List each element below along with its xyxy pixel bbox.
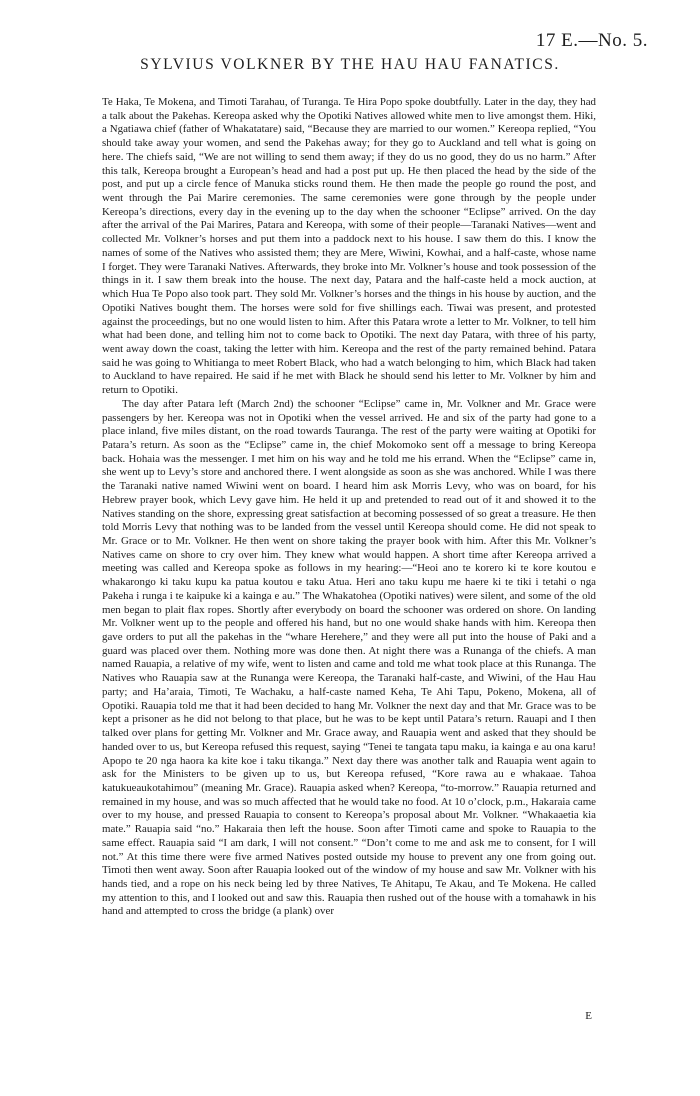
paragraph: The day after Patara left (March 2nd) the schooner “Eclipse” came in, Mr. Volkner and Mr. Grace were passengers by her. Kereopa was not in Opotiki when the vessel arrived. He and six of the party had gone to a place inland, five miles distant, on the road towards Tauranga. The rest of the party were waiting at Opotiki for Patara’s return. As soon as the “Eclipse” came in, the chief Mokomoko sent off a message to bring Kereopa back. Hohaia was the messenger. I met him on his way and he told me his errand. When the “Eclipse” came in, she went up to Levy’s store and anchored there. I went alongside as soon as she was anchored. While I was there the Taranaki native named Wiwini went on board. I heard him ask Morris Levy, who was on board, for his Hebrew prayer book, which Levy gave him. He held it up and pretended to read out of it and showed it to the Natives standing on the shore, expressing great satisfaction at becoming possessed of so great a treasure. He then told Morris Levy that nothing was to be landed from the vessel until Kereopa should come. He did not speak to Mr. Grace or to Mr. Volkner. He then went on shore taking the prayer book with him. After this Mr. Volkner’s Natives came on shore to cry over him. They knew what would happen. A short time after Kereopa arrived a meeting was called and Kereopa spoke as follows in my hearing:—“Heoi ano te korero ki te kore koutou e whakarongo ki taku kupu ka patua koutou e taku Atua. Heri ano taku kupu me haere ki te tiki i tetahi o nga Pakeha i runga i te kaipuke ki a kainga e au.” The Whakatohea (Opotiki natives) were silent, and some of the old men began to plait flax ropes. Shortly after everybody on board the schooner was ordered on shore. On landing Mr. Volkner went up to the people and offered his hand, but no one would shake hands with him. Kereopa then gave orders to put all the pakehas in the “whare Herehere,” and they were all put into the house of Paki and a guard was placed over them. Nothing more was done then. At night there was a Runanga of the chiefs. A man named Rauapia, a relative of my wife, went to listen and came and told me what took place at this Runanga. The Natives who Rauapia saw at the Runanga were Kereopa, the Taranaki half-caste, and Wiwini, of the Hau Hau party; and Ha’araia, Timoti, Te Wachaku, a half-caste named Keha, Te Ahi Tapu, Pokeno, Mokena, all of Opotiki. Rauapia told me that it had been decided to hang Mr. Volkner the next day and that Mr. Grace was to be kept a prisoner as he did not belong to that place, but he was to be kept until Patara’s return. Rauapi and I then talked over plans for getting Mr. Volkner and Mr. Grace away, and Rauapia went and asked that they should be handed over to us, but Kereopa refused this request, saying “Tenei te tangata tapu maku, ia kainga e au ona karu! Apopo te 20 nga haora ka kite koe i taku tikanga.” Next day there was another talk and Rauapia went again to ask for the Ministers to be given up to us, but Kereopa refused, “Kore rawa au e whakaae. Tahoa katukueaukotahimou” (meaning Mr. Grace). Rauapia asked when? Kereopa, “to-morrow.” Rauapia returned and remained in my house, and was so much affected that he would take no food. At 10 o’clock, p.m., Hakaraia came over to my house, and pressed Rauapia to consent to Kereopa’s proposal about Mr. Volkner. “Whakaaetia kia mate.” Rauapia said “no.” Hakaraia then left the house. Soon after Timoti came and spoke to Rauapia to the same effect. Rauapia said “I am dark, I will not consent.” “Don’t come to me and ask me to consent, for I will not.” At this time there were five armed Natives posted outside my house to prevent any one from going out. Timoti then went away. Soon after Rauapia looked out of the window of my house and saw Mr. Volkner with his hands tied, and a rope on his neck being led by three Natives, Te Ahitapu, Te Akau, and Te Mokena. He called my attention to this, and I looked out and saw this. Rauapia then rushed out of the house with a tomahawk in his hand and attempted to cross the bridge (a plank) over — [102, 397, 596, 918]
signature-mark: E — [585, 1010, 592, 1022]
paragraph: Te Haka, Te Mokena, and Timoti Tarahau, of Turanga. Te Hira Popo spoke doubtfully. Later in the day, they had a talk about the Pakehas. Kereopa asked why the Opotiki Natives allowed white men to live amongst them. Hiki, a Ngatiawa chief (father of Whakatatare) said, “Because they are married to our women.” Kereopa replied, “You should take away your women, and send the Pakehas away; for they go to Auckland and tell what is going on here. The chiefs said, “We are not willing to send them away; if they do us no good, they do us no harm.” After this talk, Kereopa brought a European’s head and had a post put up. He then placed the head by the side of the post, and put up a circle fence of Manuka sticks round them. He then made the people go round the post, and went through the Pai Marire ceremonies. The same ceremonies were gone through by the people under Kereopa’s directions, every day in the evening up to the day when the schooner “Eclipse” arrived. On the day after the arrival of the Pai Marires, Patara and Kereopa, with some of their people—Taranaki Natives—went and collected Mr. Volkner’s horses and put them into a paddock next to his house. I saw them do this. I know the names of some of the Natives who assisted them; they are Mere, Wiwini, Kowhai, and a half-caste, whose name I forget. They were Taranaki Natives. Afterwards, they broke into Mr. Volkner’s house and took possession of the things in it. I saw them break into the house. The next day, Patara and the half-caste held a mock auction, at which Hua Te Popo also took part. They sold Mr. Volkner’s horses and the things in his house by auction, and the Opotiki Natives bought them. The horses were sold for five shillings each. Tiwai was present, and protested against the proceedings, but no one would listen to him. After this Patara wrote a letter to Mr. Volkner, to tell him what had been done, and telling him not to come back to Opotiki. The next day Patara, with three of his party, went away down the coast, taking the letter with him. Kereopa and the rest of the party remained behind. Patara said he was going to Whitianga to meet Robert Black, who had a watch belonging to him, which Black had taken to Auckland to have repaired. He said if he met with Black he should send his letter to Mr. Volkner by him and return to Opotiki. — [102, 96, 596, 397]
page-reference: 17 E.—No. 5. — [535, 30, 648, 51]
page-title: SYLVIUS VOLKNER BY THE HAU HAU FANATICS. — [140, 56, 560, 73]
body-text — [102, 96, 596, 919]
